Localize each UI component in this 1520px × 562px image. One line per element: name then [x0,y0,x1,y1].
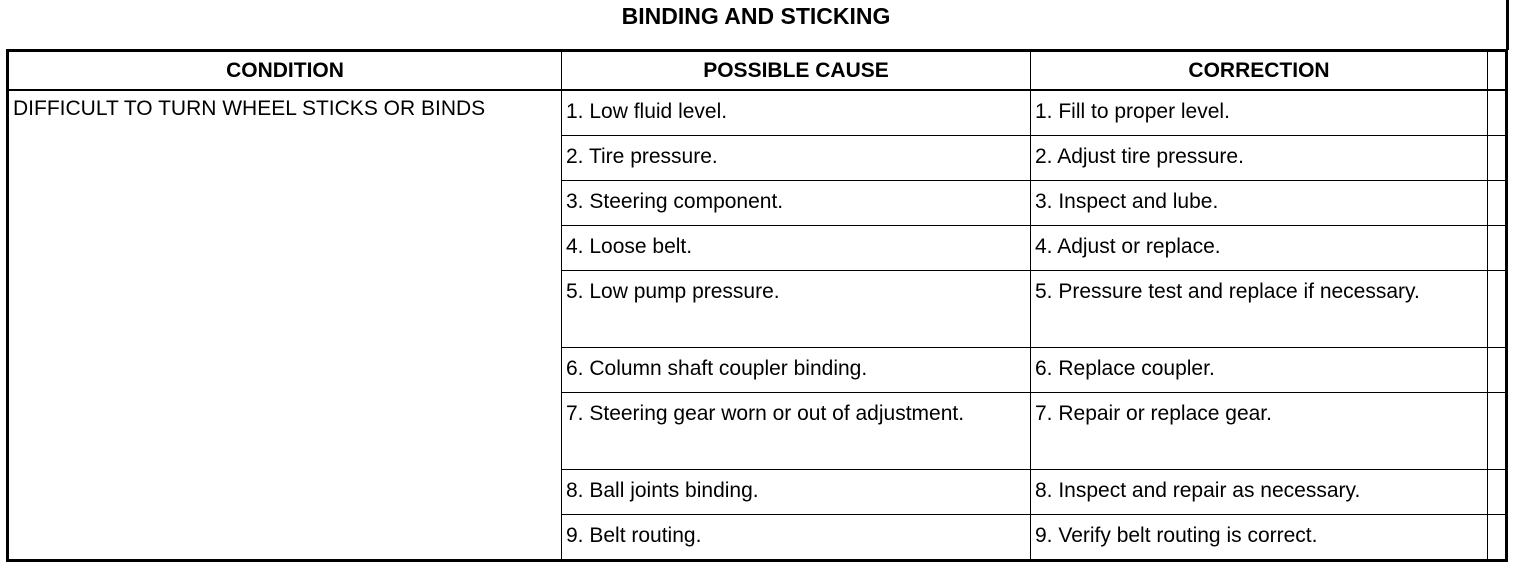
cause-cell: 1. Low fluid level. [562,90,1031,136]
correction-cell: 6. Replace coupler. [1031,348,1488,393]
cause-cell: 9. Belt routing. [562,515,1031,561]
cause-cell: 6. Column shaft coupler binding. [562,348,1031,393]
cause-cell: 8. Ball joints binding. [562,470,1031,515]
cause-cell: 2. Tire pressure. [562,136,1031,181]
diagnosis-table [6,49,1508,562]
cause-cell: 7. Steering gear worn or out of adjustment. [562,393,1031,470]
correction-cell: 5. Pressure test and replace if necessary. [1031,271,1488,348]
cause-cell: 5. Low pump pressure. [562,271,1031,348]
column-header-possible-cause: POSSIBLE CAUSE [562,51,1031,91]
correction-cell: 3. Inspect and lube. [1031,181,1488,226]
blank-cell [1488,271,1507,348]
blank-cell [1488,181,1507,226]
table-row [8,90,1507,136]
blank-cell [1488,515,1507,561]
blank-cell [1488,226,1507,271]
column-header-blank [1488,51,1507,91]
blank-cell [1488,393,1507,470]
column-header-correction: CORRECTION [1031,51,1488,91]
correction-cell: 2. Adjust tire pressure. [1031,136,1488,181]
page-title: BINDING AND STICKING [621,3,891,29]
cause-cell: 4. Loose belt. [562,226,1031,271]
correction-cell: 7. Repair or replace gear. [1031,393,1488,470]
correction-cell: 9. Verify belt routing is correct. [1031,515,1488,561]
page-border-rule [1506,0,1509,50]
blank-cell [1488,470,1507,515]
header-row [8,51,1507,91]
correction-cell: 4. Adjust or replace. [1031,226,1488,271]
cause-cell: 3. Steering component. [562,181,1031,226]
blank-cell [1488,136,1507,181]
condition-cell: DIFFICULT TO TURN WHEEL STICKS OR BINDS [8,90,562,561]
column-header-condition: CONDITION [8,51,562,91]
blank-cell [1488,348,1507,393]
correction-cell: 1. Fill to proper level. [1031,90,1488,136]
blank-cell [1488,90,1507,136]
correction-cell: 8. Inspect and repair as necessary. [1031,470,1488,515]
